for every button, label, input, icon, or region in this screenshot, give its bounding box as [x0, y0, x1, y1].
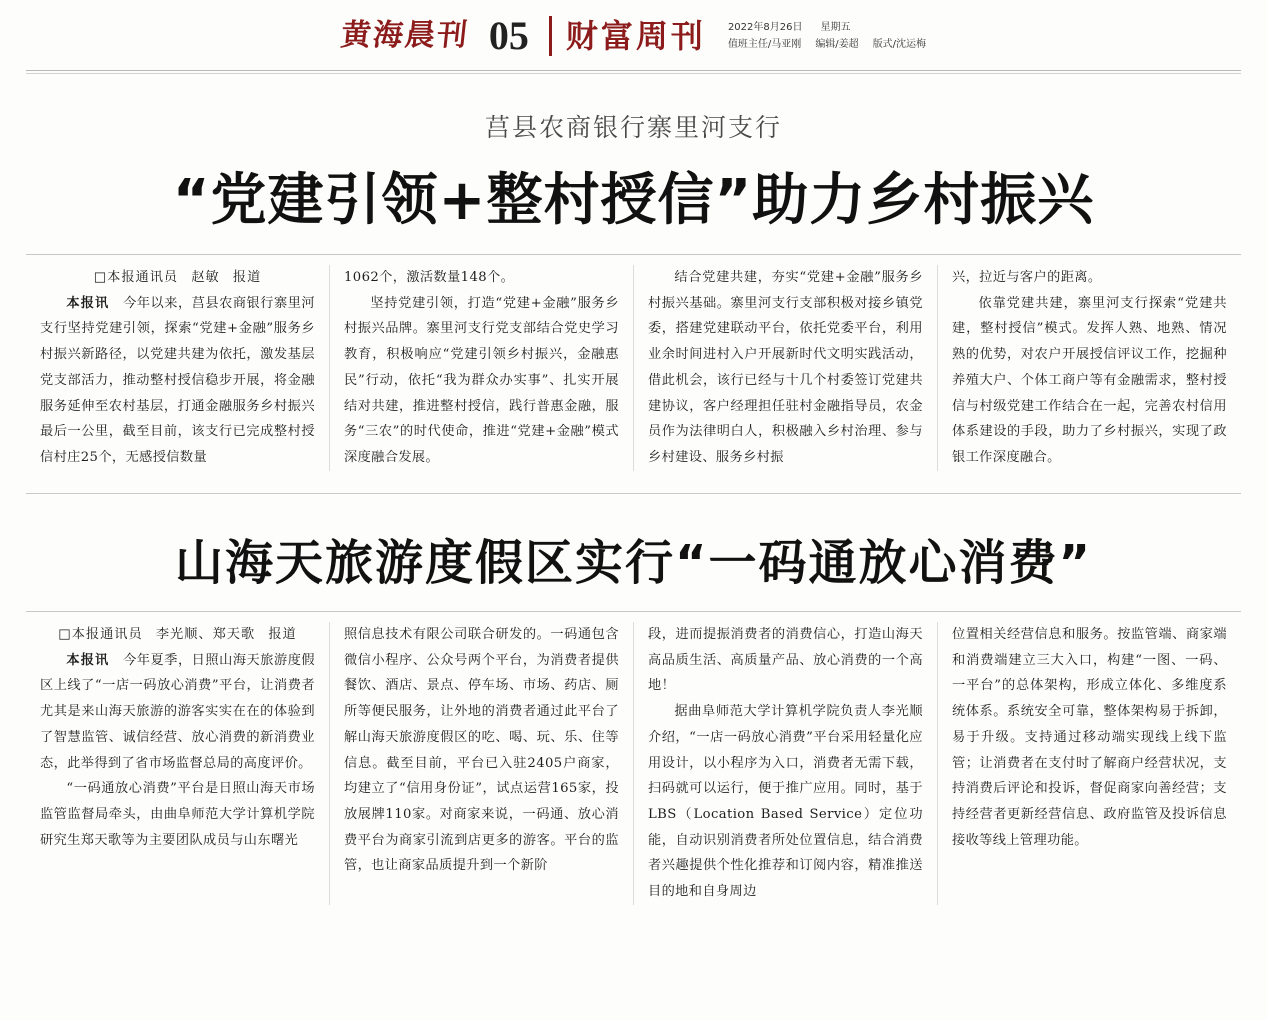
article-one-column-1 — [26, 265, 329, 471]
article-two-col3-continued: 段，进而提振消费者的消费信心，打造山海天高品质生活、高质量产品、放心消费的一个高地！ — [648, 626, 923, 694]
article-one-col2-paragraph: 坚持党建引领，打造“党建+金融”服务乡村振兴品牌。寨里河支行党支部结合党史学习教育，积极响应“党建引领乡村振兴，金融惠民”行动，依托“我为群众办实事”、扎实开展结对共建，推进整村授信，践行普惠金融，服务“三农”的时代使命，推进“党建+金融”模式深度融合发展。 — [344, 295, 619, 466]
article-two-columns — [26, 611, 1241, 905]
article-one-headline: “党建引领+整村授信”助力乡村振兴 — [172, 168, 1095, 233]
publication-weekday: 星期五 — [820, 22, 851, 33]
section-divider — [26, 493, 1241, 494]
article-one-column-4 — [937, 265, 1241, 471]
newspaper-logo: 黄海晨刊 — [339, 18, 471, 53]
lead-tag: 本报讯 — [66, 295, 110, 311]
masthead-meta — [728, 21, 926, 51]
article-one — [0, 108, 1267, 471]
byline-suffix: 报道 — [232, 270, 262, 285]
article-two-column-1 — [26, 622, 329, 905]
section-title: 财富周刊 — [565, 17, 706, 55]
publication-date: 2022年8月26日 — [727, 22, 803, 33]
layout-designer: 版式/沈运梅 — [872, 38, 927, 50]
masthead — [0, 0, 1267, 64]
article-one-kicker: 莒县农商银行寨里河支行 — [484, 113, 782, 142]
article-two-col3-paragraph: 据曲阜师范大学计算机学院负责人李光顺介绍，“一店一码放心消费”平台采用轻量化应用设计，以小程序为入口，消费者无需下载，扫码就可以运行，便于推广应用。同时，基于LBS（Location Based Service）定位功能，自动识别消费者所处位置信息，结合消费者兴趣提供个性化推荐和订阅内容，精准推送目的地和自身周边 — [648, 704, 923, 900]
article-one-byline — [40, 265, 315, 291]
article-one-col1-text: 今年以来，莒县农商银行寨里河支行坚持党建引领，探索“党建+金融”服务乡村振兴新路径，以党建共建为依托，激发基层党支部活力，推动整村授信稳步开展，将金融服务延伸至农村基层，打通金融服务乡村振兴最后一公里，截至目前，该支行已完成整村授信村庄25个，无感授信数量 — [40, 295, 315, 466]
article-two-column-4 — [937, 622, 1241, 905]
duty-director: 值班主任/马亚刚 — [727, 38, 802, 50]
page-footer-space — [0, 905, 1267, 913]
article-two-col2-text: 照信息技术有限公司联合研发的。一码通包含微信小程序、公众号两个平台，为消费者提供餐饮、酒店、景点、停车场、市场、药店、厕所等便民服务，让外地的消费者通过此平台了解山海天旅游度假区的吃、喝、玩、乐、住等信息。截至目前，平台已入驻2405户商家，均建立了“信用身份证”，试点运营165家，投放展牌110家。对商家来说，一码通、放心消费平台为商家引流到店更多的游客。平台的监管，也让商家品质提升到一个新阶 — [344, 626, 619, 874]
article-one-column-2 — [329, 265, 633, 471]
article-two-col4-text: 位置相关经营信息和服务。按监管端、商家端和消费端建立三大入口，构建“一图、一码、一平台”的总体架构，形成立体化、多维度系统体系。系统安全可靠，整体架构易于拆卸，易于升级。支持通过移动端实现线上线下监管；让消费者在支付时了解商户经营状况，支持消费后评论和投诉，督促商家向善经营；支持经营者更新经营信息、政府监管及投诉信息接收等线上管理功能。 — [952, 626, 1227, 848]
editor: 编辑/姜超 — [815, 38, 859, 50]
article-one-col4-paragraph: 依靠党建共建，寨里河支行探索“党建共建，整村授信”模式。发挥人熟、地熟、情况熟的优势，对农户开展授信评议工作，挖掘种养殖大户、个体工商户等有金融需求，整村授信与村级党建工作结合在一起，完善农村信用体系建设的手段，助力了乡村振兴，实现了政银工作深度融合。 — [952, 295, 1227, 466]
article-one-columns — [26, 254, 1241, 471]
article-two-column-3 — [633, 622, 937, 905]
page-number: 05 — [488, 13, 529, 58]
byline-author: 赵敏 — [191, 270, 220, 285]
byline-prefix: □本报通讯员 — [93, 270, 179, 285]
article-two-col1-text: 今年夏季，日照山海天旅游度假区上线了“一店一码放心消费”平台，让消费者尤其是来山海天旅游的游客实实在在的体验到了智慧监管、诚信经营、放心消费的新消费业态，此举得到了省市场监督总局的高度评价。 — [40, 652, 315, 771]
byline-author: 李光顺、郑天歌 — [155, 626, 256, 642]
article-one-col3-paragraph: 结合党建共建，夯实“党建+金融”服务乡村振兴基础。寨里河支行支部积极对接乡镇党委，搭建党建联动平台，依托党委平台，利用业余时间进村入户开展新时代文明实践活动，借此机会，该行已经与十几个村委签订党建共建协议，客户经理担任驻村金融指导员，农金员作为法律明白人，积极融入乡村治理、参与乡村建设、服务乡村振 — [648, 270, 923, 466]
article-one-col4-continued: 兴，拉近与客户的距离。 — [952, 270, 1102, 285]
article-one-lead-paragraph — [40, 291, 315, 471]
article-one-col2-continued: 1062个，激活数量148个。 — [344, 270, 515, 285]
byline-prefix: □本报通讯员 — [58, 626, 143, 642]
lead-tag: 本报讯 — [66, 652, 110, 668]
article-two — [0, 524, 1267, 905]
article-two-column-2 — [329, 622, 633, 905]
article-two-lead-paragraph — [40, 648, 315, 777]
masthead-divider — [549, 16, 552, 56]
byline-suffix: 报道 — [268, 626, 297, 642]
masthead-rule — [26, 70, 1241, 71]
article-two-byline — [40, 622, 315, 648]
article-two-headline: 山海天旅游度假区实行“一码通放心消费” — [174, 534, 1093, 591]
article-one-column-3 — [633, 265, 937, 471]
masthead-rule-thin — [26, 73, 1241, 74]
article-two-col1-paragraph-2: “一码通放心消费”平台是日照山海天市场监管监督局牵头，由曲阜师范大学计算机学院研究生郑天歌等为主要团队成员与山东曙光 — [40, 781, 315, 848]
